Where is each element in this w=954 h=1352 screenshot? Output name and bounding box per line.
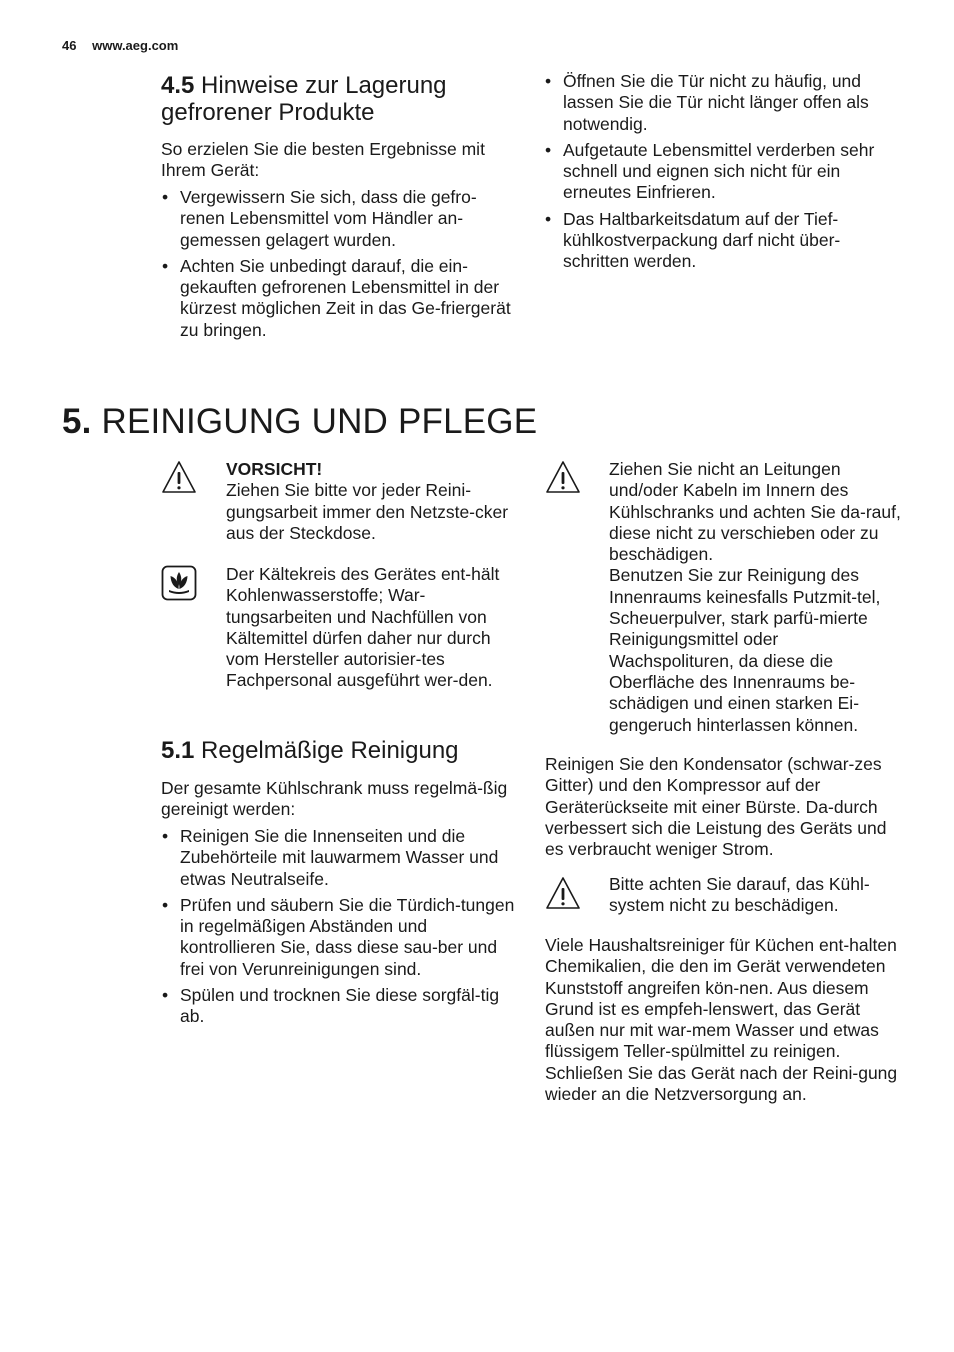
warning-triangle-icon: [545, 875, 581, 911]
section-5-1-intro: Der gesamte Kühlschrank muss regelmä-ßig gereinigt werden:: [161, 778, 508, 820]
household-cleaners-block: [545, 935, 905, 1105]
cables-warning: [609, 459, 901, 736]
website-link[interactable]: www.aeg.com: [92, 38, 179, 53]
section-4-5-title: Hinweise zur Lagerung gefrorener Produkte: [161, 72, 447, 126]
section-5-1-list: [161, 826, 516, 1033]
list-item: • Prüfen und säubern Sie die Türdich-tungen in regelmäßigen Abständen und kontrollieren Sie, dass diese sau-ber und frei von Verunreinigungen sind.: [162, 894, 515, 979]
cleaning-agents-warning-text: Benutzen Sie zur Reinigung des Innenraums keinesfalls Putzmit-tel, Scheuerpulver, stark parfü-mierte Reinigungsmittel oder Wachspolituren, da diese die Oberfläche des Innenraums be-schädigen und einen starken Ei-gengeruch hinterlassen können.: [609, 565, 881, 735]
caution-note: [226, 459, 516, 544]
warning-triangle-icon: [545, 459, 581, 495]
warning-triangle-icon: [161, 459, 197, 495]
cables-warning-text: Ziehen Sie nicht an Leitungen und/oder Kabeln im Innern des Kühlschranks und achten Sie da-rauf, diese nicht zu verschieben oder zu beschädigen.: [609, 459, 901, 565]
section-4-5-right-list: [544, 71, 896, 278]
reconnect-paragraph: Schließen Sie das Gerät nach der Reini-gung wieder an die Netzversorgung an.: [545, 1062, 898, 1105]
list-item: • Das Haltbarkeitsdatum auf der Tief-kühlkostverpackung darf nicht über-schritten werden.: [545, 208, 841, 272]
list-item: • Aufgetaute Lebensmittel verderben sehr schnell und eignen sich nicht für ein erneutes Einfrieren.: [545, 139, 875, 203]
section-4-5-number: 4.5: [161, 72, 195, 99]
chapter-5-number: 5.: [62, 402, 92, 441]
household-cleaners-paragraph: Viele Haushaltsreiniger für Küchen ent-halten Chemikalien, die den im Gerät verwendeten Kunststoff angreifen kön-nen. Aus diesem Grund ist es empfeh-lenswert, das Gerät außen nur mit war-mem Wasser und etwas flüssigem Teller-spülmittel zu reinigen.: [545, 935, 897, 1062]
chapter-5-heading: [62, 402, 862, 442]
condenser-paragraph: Reinigen Sie den Kondensator (schwar-zes Gitter) und den Kompressor auf der Geräterückseite mit einer Bürste. Da-durch verbessert sich die Leistung des Geräts und es verbraucht weniger Strom.: [545, 754, 887, 860]
list-item: • Spülen und trocknen Sie diese sorgfäl-tig ab.: [162, 985, 500, 1027]
eco-leaf-icon: [161, 565, 197, 601]
page-number: 46: [62, 38, 77, 53]
page-header: [62, 38, 178, 53]
eco-note: Der Kältekreis des Gerätes ent-hält Kohlenwasserstoffe; War-tungsarbeiten und Nachfüllen von Kältemittel dürfen daher nur durch vom Hersteller autorisier-tes Fachpersonal ausgeführt wer-den.: [226, 564, 500, 691]
section-5-1-heading: [161, 737, 511, 764]
caution-label: VORSICHT!: [226, 459, 323, 479]
section-5-1-number: 5.1: [161, 737, 195, 764]
list-item: • Vergewissern Sie sich, dass die gefro-renen Lebensmittel vom Händler an-gemessen gelagert wurden.: [162, 187, 477, 250]
chapter-5-title: REINIGUNG UND PFLEGE: [101, 402, 538, 441]
section-5-1-title: Regelmäßige Reinigung: [201, 737, 459, 764]
section-4-5-intro: So erzielen Sie die besten Ergebnisse mit Ihrem Gerät:: [161, 139, 485, 181]
caution-text: Ziehen Sie bitte vor jeder Reini-gungsarbeit immer den Netzste-cker aus der Steckdose.: [226, 480, 509, 543]
list-item: • Achten Sie unbedingt darauf, die ein-gekauften gefrorenen Lebensmittel in der kürzest möglichen Zeit in das Ge-friergerät zu bringen.: [162, 255, 511, 340]
list-item: • Reinigen Sie die Innenseiten und die Zubehörteile mit lauwarmem Wasser und etwas Neutralseife.: [162, 826, 499, 889]
section-4-5-heading: [161, 72, 511, 126]
section-4-5-left-list: [161, 187, 511, 346]
cooling-system-warning: Bitte achten Sie darauf, das Kühl-system nicht zu beschädigen.: [609, 874, 870, 916]
list-item: • Öffnen Sie die Tür nicht zu häufig, und lassen Sie die Tür nicht länger offen als notwendig.: [545, 71, 869, 134]
